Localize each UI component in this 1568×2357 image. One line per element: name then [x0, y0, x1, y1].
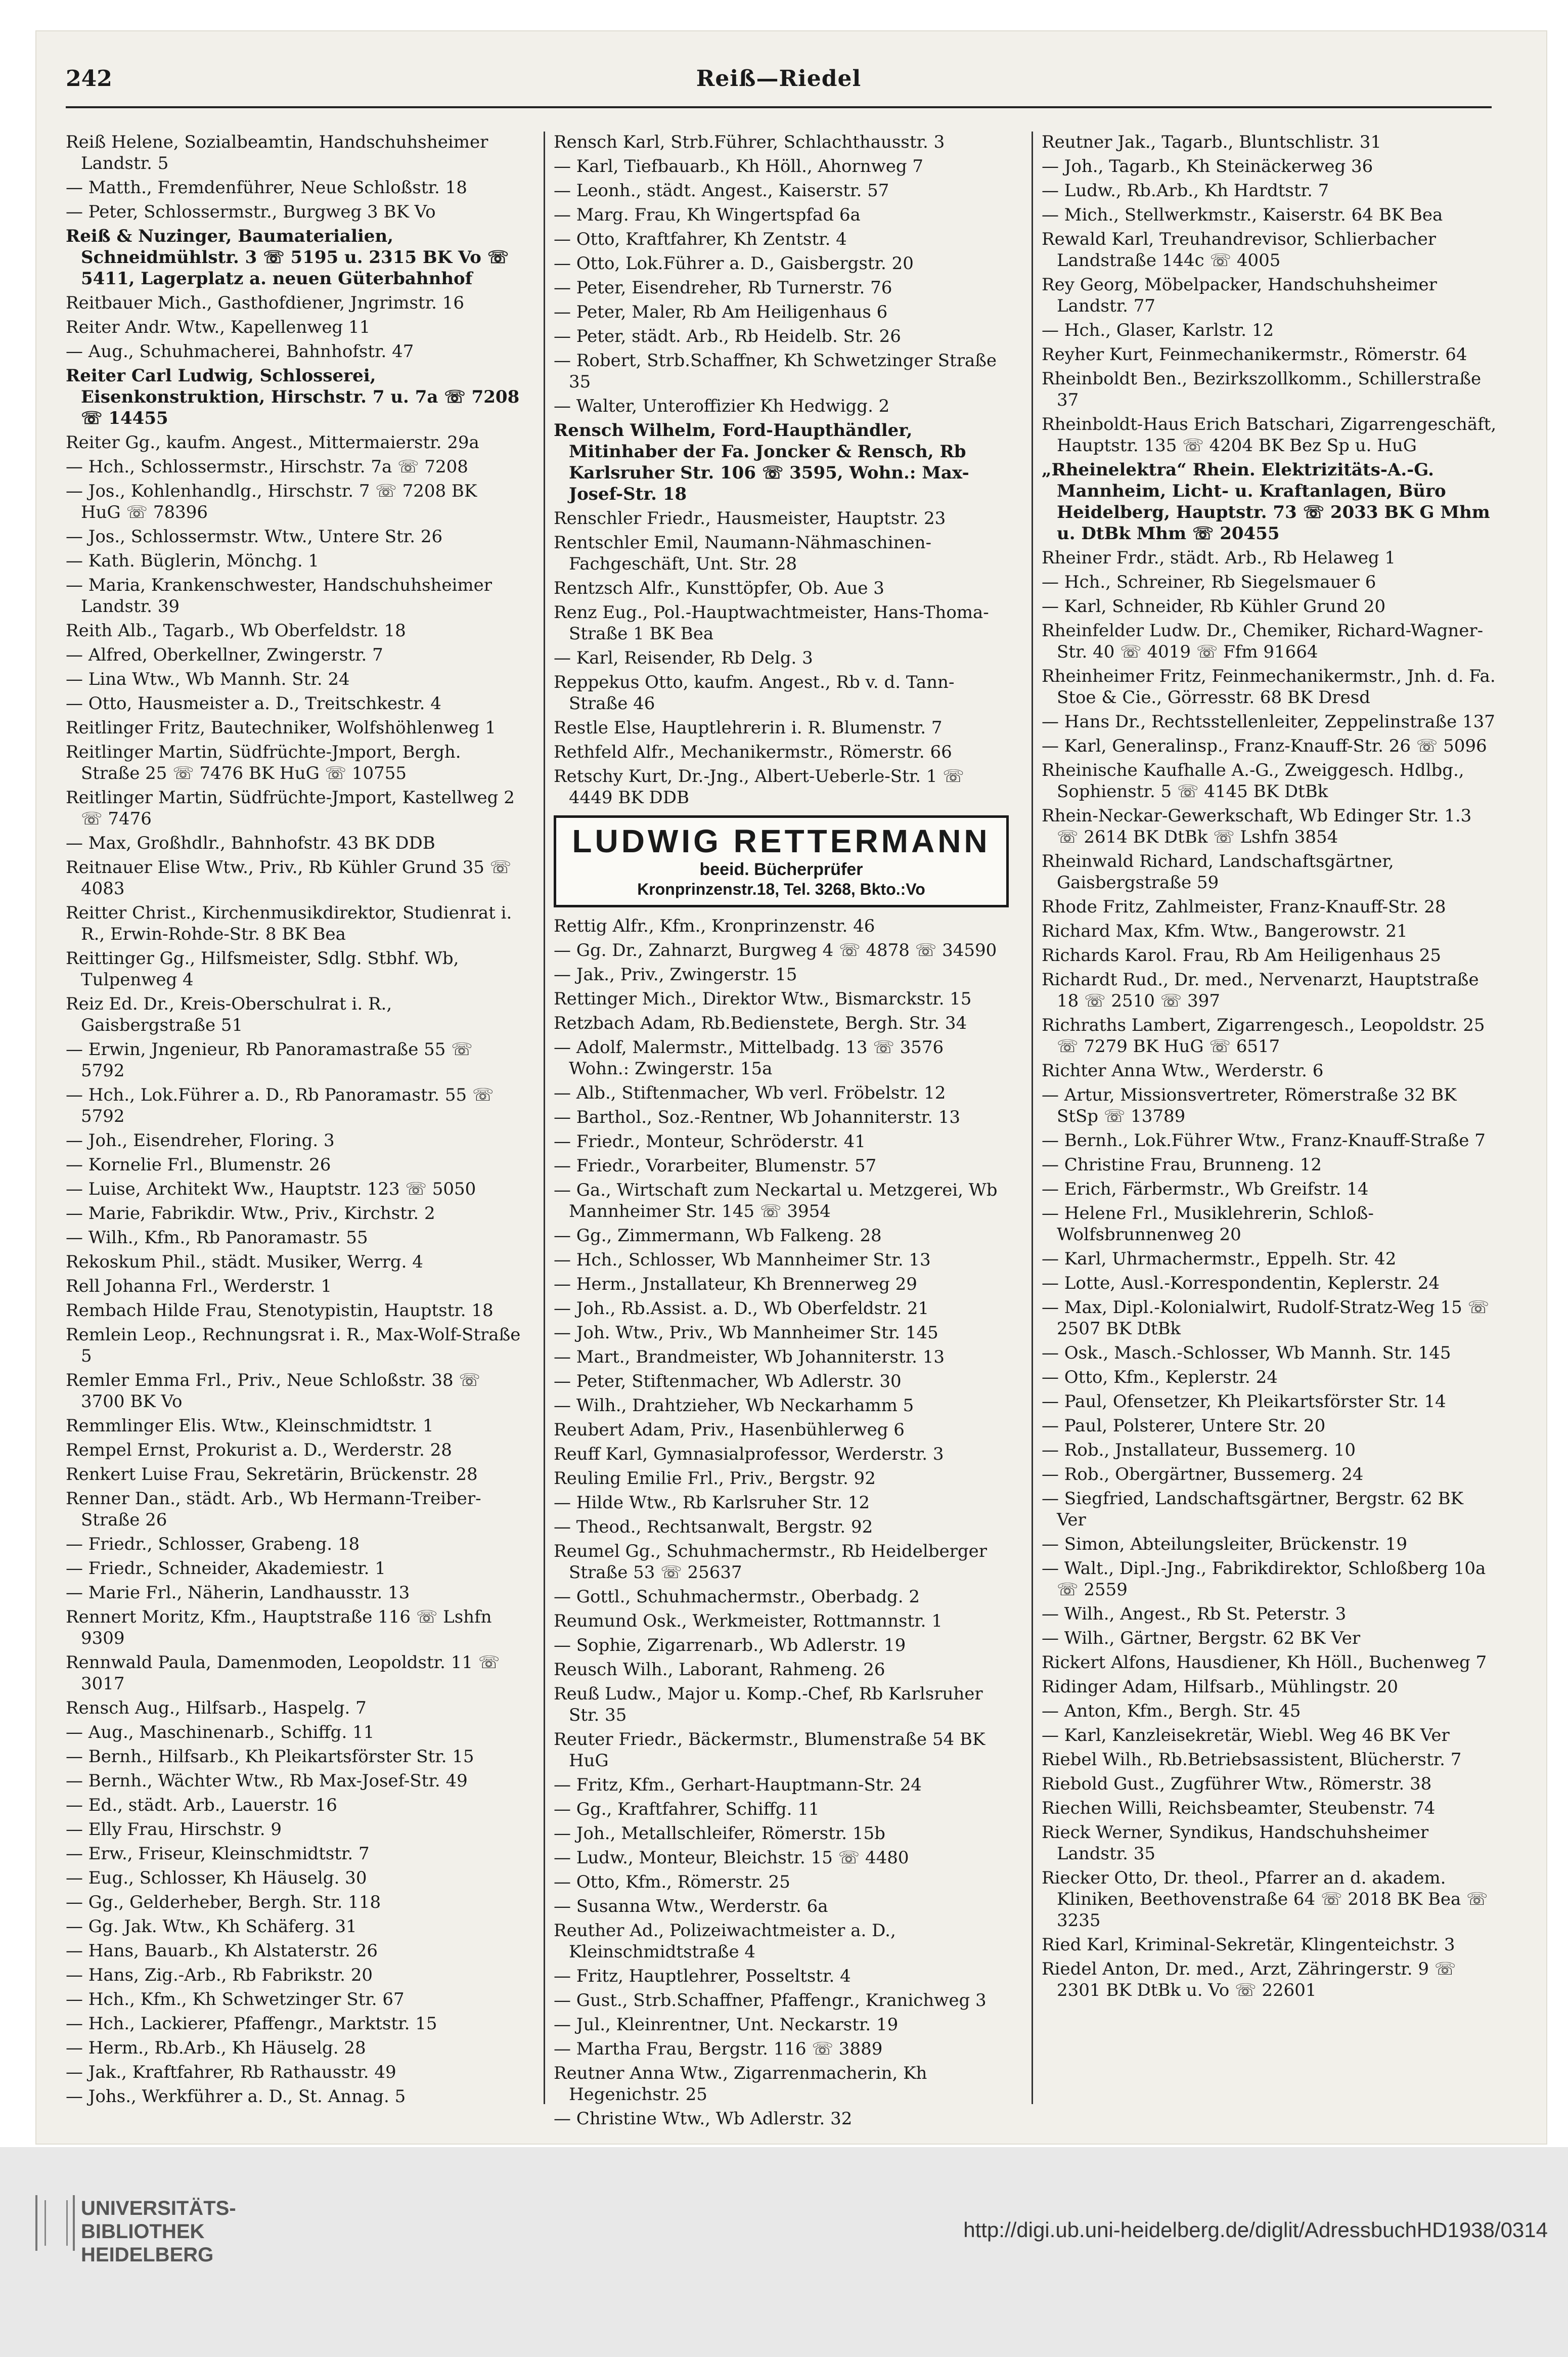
directory-entry: — Wilh., Drahtzieher, Wb Neckarhamm 5 — [554, 1395, 914, 1416]
directory-entry: — Hch., Kfm., Kh Schwetzinger Str. 67 — [66, 1989, 405, 2010]
directory-entry: Ridinger Adam, Hilfsarb., Mühlingstr. 20 — [1042, 1677, 1399, 1697]
directory-entry: — Lotte, Ausl.-Korrespondentin, Keplerstr. 24 — [1042, 1273, 1440, 1293]
directory-entry: Rennert Moritz, Kfm., Hauptstraße 116 ☏ Lshfn 9309 — [66, 1607, 492, 1648]
directory-entry: Reuß Ludw., Major u. Komp.-Chef, Rb Karlsruher Str. 35 — [554, 1684, 983, 1725]
directory-entry: Remmlinger Elis. Wtw., Kleinschmidtstr. 1 — [66, 1416, 434, 1436]
directory-entry: — Jak., Priv., Zwingerstr. 15 — [554, 965, 797, 985]
directory-entry: Rell Johanna Frl., Werderstr. 1 — [66, 1276, 332, 1296]
directory-entry: — Karl, Kanzleisekretär, Wiebl. Weg 46 BK Ver — [1042, 1725, 1450, 1745]
column-1 — [66, 132, 521, 2129]
directory-entry: — Sophie, Zigarrenarb., Wb Adlerstr. 19 — [554, 1635, 906, 1655]
directory-entry: — Paul, Ofensetzer, Kh Pleikartsförster Str. 14 — [1042, 1391, 1446, 1412]
directory-entry: — Karl, Tiefbauarb., Kh Höll., Ahornweg 7 — [554, 156, 924, 177]
directory-entry: Rheinwald Richard, Landschaftsgärtner, Gaisbergstraße 59 — [1042, 851, 1394, 893]
directory-entry: — Kath. Büglerin, Mönchg. 1 — [66, 551, 320, 571]
directory-entry: — Hans Dr., Rechtsstellenleiter, Zeppelinstraße 137 — [1042, 712, 1495, 732]
directory-entry: — Joh., Eisendreher, Floring. 3 — [66, 1130, 335, 1151]
directory-entry: — Friedr., Schlosser, Grabeng. 18 — [66, 1534, 360, 1554]
directory-entry: Reiß & Nuzinger, Baumaterialien, Schneidmühlstr. 3 ☏ 5195 u. 2315 BK Vo ☏ 5411, Lagerplatz a. neuen Güterbahnhof — [66, 226, 509, 289]
directory-entry: — Fritz, Hauptlehrer, Posseltstr. 4 — [554, 1966, 851, 1986]
directory-entry: — Otto, Kfm., Keplerstr. 24 — [1042, 1367, 1278, 1387]
directory-entry: — Herm., Rb.Arb., Kh Häuselg. 28 — [66, 2038, 366, 2058]
directory-entry: Riebold Gust., Zugführer Wtw., Römerstr. 38 — [1042, 1774, 1432, 1794]
page-number: 242 — [66, 66, 112, 92]
digitization-footer — [0, 2147, 1568, 2357]
directory-entry: — Paul, Polsterer, Untere Str. 20 — [1042, 1416, 1326, 1436]
directory-entry: Reiter Gg., kaufm. Angest., Mittermaierstr. 29a — [66, 432, 479, 453]
directory-entry: Reuff Karl, Gymnasialprofessor, Werderstr. 3 — [554, 1444, 944, 1464]
directory-entry: Remler Emma Frl., Priv., Neue Schloßstr. 38 ☏ 3700 BK Vo — [66, 1370, 480, 1412]
directory-entry: Renz Eug., Pol.-Hauptwachtmeister, Hans-Thoma-Straße 1 BK Bea — [554, 602, 989, 644]
directory-entry: — Joh. Wtw., Priv., Wb Mannheimer Str. 145 — [554, 1323, 938, 1343]
directory-entry: — Friedr., Vorarbeiter, Blumenstr. 57 — [554, 1156, 877, 1176]
directory-entry: — Martha Frau, Bergstr. 116 ☏ 3889 — [554, 2039, 883, 2059]
library-logo-icon — [35, 2195, 75, 2251]
directory-entry: Rempel Ernst, Prokurist a. D., Werderstr. 28 — [66, 1440, 452, 1460]
directory-entry: — Joh., Tagarb., Kh Steinäckerweg 36 — [1042, 156, 1373, 177]
directory-entry: Rheinboldt Ben., Bezirkszollkomm., Schillerstraße 37 — [1042, 369, 1482, 410]
directory-entry: „Rheinelektra“ Rhein. Elektrizitäts-A.-G. Mannheim, Licht- u. Kraftanlagen, Büro Heidelberg, Hauptstr. 73 ☏ 2033 BK G Mhm u. DtBk Mhm ☏ 20455 — [1042, 460, 1490, 544]
directory-entry: — Erich, Färbermstr., Wb Greifstr. 14 — [1042, 1179, 1369, 1199]
directory-entry: Rheinische Kaufhalle A.-G., Zweiggesch. Hdlbg., Sophienstr. 5 ☏ 4145 BK DtBk — [1042, 760, 1464, 802]
directory-entry: — Hch., Lok.Führer a. D., Rb Panoramastr. 55 ☏ 5792 — [66, 1085, 494, 1126]
directory-entry: — Ga., Wirtschaft zum Neckartal u. Metzgerei, Wb Mannheimer Str. 145 ☏ 3954 — [554, 1180, 998, 1221]
directory-entry: — Helene Frl., Musiklehrerin, Schloß-Wolfsbrunnenweg 20 — [1042, 1203, 1374, 1245]
directory-entry: Rensch Wilhelm, Ford-Haupthändler, Mitinhaber der Fa. Joncker & Rensch, Rb Karlsruher Str. 106 ☏ 3595, Wohn.: Max-Josef-Str. 18 — [554, 420, 969, 504]
column-3 — [1042, 132, 1497, 2129]
directory-entry: — Karl, Generalinsp., Franz-Knauff-Str. 26 ☏ 5096 — [1042, 736, 1487, 756]
directory-entry: — Adolf, Malermstr., Mittelbadg. 13 ☏ 3576 Wohn.: Zwingerstr. 15a — [554, 1037, 944, 1079]
directory-entry: Reumund Osk., Werkmeister, Rottmannstr. 1 — [554, 1611, 943, 1631]
directory-entry: Renschler Friedr., Hausmeister, Hauptstr. 23 — [554, 508, 946, 529]
directory-entry: Rensch Karl, Strb.Führer, Schlachthausstr. 3 — [554, 132, 945, 152]
directory-entry: — Osk., Masch.-Schlosser, Wb Mannh. Str. 145 — [1042, 1343, 1451, 1363]
directory-entry: Rickert Alfons, Hausdiener, Kh Höll., Buchenweg 7 — [1042, 1652, 1487, 1673]
directory-entry: — Siegfried, Landschaftsgärtner, Bergstr. 62 BK Ver — [1042, 1489, 1463, 1530]
directory-entry: — Bernh., Wächter Wtw., Rb Max-Josef-Str. 49 — [66, 1771, 468, 1791]
directory-entry: Rentzsch Alfr., Kunsttöpfer, Ob. Aue 3 — [554, 578, 884, 598]
directory-entry: Reumel Gg., Schuhmachermstr., Rb Heidelberger Straße 53 ☏ 25637 — [554, 1541, 988, 1583]
directory-entry: — Bernh., Hilfsarb., Kh Pleikartsförster Str. 15 — [66, 1747, 474, 1767]
directory-entry: Reubert Adam, Priv., Hasenbühlerweg 6 — [554, 1420, 905, 1440]
directory-entry: Reitnauer Elise Wtw., Priv., Rb Kühler Grund 35 ☏ 4083 — [66, 857, 512, 899]
directory-entry: — Jak., Kraftfahrer, Rb Rathausstr. 49 — [66, 2062, 396, 2082]
directory-entry: Reitter Christ., Kirchenmusikdirektor, Studienrat i. R., Erwin-Rohde-Str. 8 BK Bea — [66, 903, 512, 944]
directory-entry: — Wilh., Kfm., Rb Panoramastr. 55 — [66, 1228, 368, 1248]
directory-entry: Reitlinger Martin, Südfrüchte-Jmport, Kastellweg 2 ☏ 7476 — [66, 788, 515, 829]
column-separator — [544, 132, 545, 2104]
directory-entry: — Friedr., Schneider, Akademiestr. 1 — [66, 1558, 386, 1579]
running-head: Reiß—Riedel — [696, 66, 862, 92]
directory-entry: — Otto, Kfm., Römerstr. 25 — [554, 1872, 790, 1892]
directory-entry: — Walt., Dipl.-Jng., Fabrikdirektor, Schloßberg 10a ☏ 2559 — [1042, 1558, 1486, 1600]
directory-entry: — Gg. Jak. Wtw., Kh Schäferg. 31 — [66, 1916, 357, 1937]
directory-entry: — Peter, Eisendreher, Rb Turnerstr. 76 — [554, 278, 892, 298]
directory-entry: — Max, Dipl.-Kolonialwirt, Rudolf-Stratz-Weg 15 ☏ 2507 BK DtBk — [1042, 1297, 1490, 1339]
directory-entry: — Rob., Jnstallateur, Bussemerg. 10 — [1042, 1440, 1356, 1460]
directory-entry: — Gg., Gelderheber, Bergh. Str. 118 — [66, 1892, 381, 1912]
directory-entry: — Karl, Uhrmachermstr., Eppelh. Str. 42 — [1042, 1249, 1397, 1269]
directory-entry: — Karl, Reisender, Rb Delg. 3 — [554, 648, 813, 668]
directory-entry: Retzbach Adam, Rb.Bedienstete, Bergh. Str. 34 — [554, 1013, 967, 1033]
directory-entry: Richardt Rud., Dr. med., Nervenarzt, Hauptstraße 18 ☏ 2510 ☏ 397 — [1042, 970, 1479, 1011]
directory-entry: — Peter, Stiftenmacher, Wb Adlerstr. 30 — [554, 1371, 902, 1391]
directory-entry: — Theod., Rechtsanwalt, Bergstr. 92 — [554, 1517, 873, 1537]
directory-entry: Rettinger Mich., Direktor Wtw., Bismarckstr. 15 — [554, 989, 972, 1009]
column-2-bottom — [554, 915, 1009, 2129]
directory-entry: — Gottl., Schuhmachermstr., Oberbadg. 2 — [554, 1587, 920, 1607]
directory-entry: — Gg., Kraftfahrer, Schiffg. 11 — [554, 1799, 820, 1819]
directory-entry: — Hilde Wtw., Rb Karlsruher Str. 12 — [554, 1493, 870, 1513]
directory-entry: — Jos., Schlossermstr. Wtw., Untere Str. 26 — [66, 527, 443, 547]
directory-entry: — Joh., Metallschleifer, Römerstr. 15b — [554, 1823, 885, 1844]
directory-entry: Rheinboldt-Haus Erich Batschari, Zigarrengeschäft, Hauptstr. 135 ☏ 4204 BK Bez Sp u. HuG — [1042, 414, 1497, 456]
directory-entry: — Hch., Glaser, Karlstr. 12 — [1042, 320, 1274, 340]
library-name-line: UNIVERSITÄTS- — [81, 2197, 236, 2219]
directory-entry: Richter Anna Wtw., Werderstr. 6 — [1042, 1061, 1324, 1081]
page-header — [66, 61, 1492, 101]
directory-entry: — Hans, Zig.-Arb., Rb Fabrikstr. 20 — [66, 1965, 373, 1985]
directory-entry: — Aug., Schuhmacherei, Bahnhofstr. 47 — [66, 341, 414, 362]
directory-entry: Rethfeld Alfr., Mechanikermstr., Römerstr. 66 — [554, 742, 952, 762]
directory-entry: — Hans, Bauarb., Kh Alstaterstr. 26 — [66, 1941, 378, 1961]
directory-entry: — Marg. Frau, Kh Wingertspfad 6a — [554, 205, 861, 225]
ad-address: Kronprinzenstr.18, Tel. 3268, Bkto.:Vo — [637, 880, 925, 898]
directory-entry: — Maria, Krankenschwester, Handschuhsheimer Landstr. 39 — [66, 575, 492, 617]
directory-entry: — Wilh., Angest., Rb St. Peterstr. 3 — [1042, 1604, 1347, 1624]
ad-name: LUDWIG RETTERMANN — [572, 823, 991, 859]
directory-entry: Reitbauer Mich., Gasthofdiener, Jngrimstr. 16 — [66, 293, 464, 313]
directory-entry: Restle Else, Hauptlehrerin i. R. Blumenstr. 7 — [554, 718, 943, 738]
directory-entry: Rekoskum Phil., städt. Musiker, Werrg. 4 — [66, 1252, 423, 1272]
directory-entry: Riechen Willi, Reichsbeamter, Steubenstr. 74 — [1042, 1798, 1436, 1818]
directory-entry: — Karl, Schneider, Rb Kühler Grund 20 — [1042, 596, 1386, 617]
directory-entry: — Ludw., Monteur, Bleichstr. 15 ☏ 4480 — [554, 1848, 909, 1868]
scanned-page — [35, 30, 1547, 2145]
directory-entry: — Elly Frau, Hirschstr. 9 — [66, 1819, 282, 1840]
directory-entry: — Walter, Unteroffizier Kh Hedwigg. 2 — [554, 396, 890, 416]
directory-entry: — Susanna Wtw., Werderstr. 6a — [554, 1896, 828, 1916]
directory-entry: — Mart., Brandmeister, Wb Johanniterstr. 13 — [554, 1347, 945, 1367]
library-name-line: HEIDELBERG — [81, 2244, 214, 2266]
directory-entry: Riebel Wilh., Rb.Betriebsassistent, Blücherstr. 7 — [1042, 1750, 1462, 1770]
directory-entry: — Johs., Werkführer a. D., St. Annag. 5 — [66, 2086, 406, 2107]
directory-entry: — Max, Großhdlr., Bahnhofstr. 43 BK DDB — [66, 833, 435, 853]
directory-entry: — Alb., Stiftenmacher, Wb verl. Fröbelstr. 12 — [554, 1083, 946, 1103]
directory-entry: — Otto, Kraftfahrer, Kh Zentstr. 4 — [554, 229, 847, 249]
directory-entry: — Barthol., Soz.-Rentner, Wb Johanniterstr. 13 — [554, 1107, 961, 1127]
directory-entry: Reiz Ed. Dr., Kreis-Oberschulrat i. R., Gaisbergstraße 51 — [66, 994, 392, 1035]
directory-entry: Reiter Carl Ludwig, Schlosserei, Eisenkonstruktion, Hirschstr. 7 u. 7a ☏ 7208 ☏ 14455 — [66, 366, 520, 428]
directory-entry: — Peter, Schlossermstr., Burgweg 3 BK Vo — [66, 202, 436, 222]
source-url-link[interactable]: http://digi.ub.uni-heidelberg.de/diglit/AdressbuchHD1938/0314 — [963, 2218, 1548, 2242]
directory-entry: Rembach Hilde Frau, Stenotypistin, Hauptstr. 18 — [66, 1300, 494, 1321]
directory-entry: Rhein-Neckar-Gewerkschaft, Wb Edinger Str. 1.3 ☏ 2614 BK DtBk ☏ Lshfn 3854 — [1042, 806, 1472, 847]
directory-entry: Ried Karl, Kriminal-Sekretär, Klingenteichstr. 3 — [1042, 1935, 1455, 1955]
directory-entry: — Gg. Dr., Zahnarzt, Burgweg 4 ☏ 4878 ☏ 34590 — [554, 940, 997, 961]
directory-entry: Rheinheimer Fritz, Feinmechanikermstr., Jnh. d. Fa. Stoe & Cie., Görresstr. 68 BK Dresd — [1042, 666, 1496, 708]
library-name — [81, 2197, 236, 2266]
directory-entry: Remlein Leop., Rechnungsrat i. R., Max-Wolf-Straße 5 — [66, 1325, 521, 1366]
directory-entry: — Kornelie Frl., Blumenstr. 26 — [66, 1155, 331, 1175]
directory-entry: — Gg., Zimmermann, Wb Falkeng. 28 — [554, 1226, 882, 1246]
ad-subtitle: beeid. Bücherprüfer — [699, 860, 863, 879]
directory-entry: Reutner Anna Wtw., Zigarrenmacherin, Kh Hegenichstr. 25 — [554, 2063, 927, 2105]
directory-entry: Riedel Anton, Dr. med., Arzt, Zähringerstr. 9 ☏ 2301 BK DtBk u. Vo ☏ 22601 — [1042, 1959, 1456, 2000]
directory-entry: Reiß Helene, Sozialbeamtin, Handschuhsheimer Landstr. 5 — [66, 132, 488, 173]
directory-entry: Reith Alb., Tagarb., Wb Oberfeldstr. 18 — [66, 621, 406, 641]
directory-entry: Rewald Karl, Treuhandrevisor, Schlierbacher Landstraße 144c ☏ 4005 — [1042, 229, 1436, 271]
directory-entry: — Marie, Fabrikdir. Wtw., Priv., Kirchstr. 2 — [66, 1203, 435, 1224]
directory-entry: — Marie Frl., Näherin, Landhausstr. 13 — [66, 1583, 410, 1603]
directory-entry: — Ed., städt. Arb., Lauerstr. 16 — [66, 1795, 337, 1815]
directory-entry: Reittinger Gg., Hilfsmeister, Sdlg. Stbhf. Wb, Tulpenweg 4 — [66, 948, 459, 990]
directory-entry: Reitlinger Fritz, Bautechniker, Wolfshöhlenweg 1 — [66, 718, 496, 738]
directory-entry: Richard Max, Kfm. Wtw., Bangerowstr. 21 — [1042, 921, 1408, 941]
directory-entry: — Hch., Schlossermstr., Hirschstr. 7a ☏ 7208 — [66, 457, 468, 477]
directory-entry: — Lina Wtw., Wb Mannh. Str. 24 — [66, 669, 350, 689]
directory-entry: — Simon, Abteilungsleiter, Brückenstr. 19 — [1042, 1534, 1408, 1554]
directory-entry: — Peter, Maler, Rb Am Heiligenhaus 6 — [554, 302, 888, 322]
directory-entry: Rhode Fritz, Zahlmeister, Franz-Knauff-Str. 28 — [1042, 897, 1446, 917]
advertisement-box — [554, 815, 1009, 907]
directory-entry: — Hch., Lackierer, Pfaffengr., Marktstr. 15 — [66, 2014, 437, 2034]
directory-entry: Rey Georg, Möbelpacker, Handschuhsheimer Landstr. 77 — [1042, 275, 1437, 316]
directory-entry: Reuter Friedr., Bäckermstr., Blumenstraße 54 BK HuG — [554, 1729, 985, 1771]
directory-entry: Renner Dan., städt. Arb., Wb Hermann-Treiber-Straße 26 — [66, 1489, 481, 1530]
directory-entry: — Wilh., Gärtner, Bergstr. 62 BK Ver — [1042, 1628, 1361, 1648]
directory-entry: Reuling Emilie Frl., Priv., Bergstr. 92 — [554, 1468, 876, 1489]
directory-entry: — Otto, Lok.Führer a. D., Gaisbergstr. 20 — [554, 253, 914, 274]
directory-entry: Rettig Alfr., Kfm., Kronprinzenstr. 46 — [554, 916, 875, 936]
directory-entry: — Erw., Friseur, Kleinschmidtstr. 7 — [66, 1844, 370, 1864]
directory-entry: Reutner Jak., Tagarb., Bluntschlistr. 31 — [1042, 132, 1382, 152]
directory-entry: Riecker Otto, Dr. theol., Pfarrer an d. akadem. Kliniken, Beethovenstraße 64 ☏ 2018 BK Bea ☏ 3235 — [1042, 1868, 1488, 1931]
directory-entry: Rennwald Paula, Damenmoden, Leopoldstr. 11 ☏ 3017 — [66, 1652, 500, 1694]
header-rule — [66, 106, 1492, 108]
directory-entry: Reusch Wilh., Laborant, Rahmeng. 26 — [554, 1660, 885, 1680]
directory-entry: Renkert Luise Frau, Sekretärin, Brückenstr. 28 — [66, 1464, 478, 1485]
directory-entry: — Aug., Maschinenarb., Schiffg. 11 — [66, 1722, 375, 1742]
directory-entry: Richraths Lambert, Zigarrengesch., Leopoldstr. 25 ☏ 7279 BK HuG ☏ 6517 — [1042, 1015, 1485, 1057]
column-separator — [1032, 132, 1033, 2104]
directory-entry: — Herm., Jnstallateur, Kh Brennerweg 29 — [554, 1274, 917, 1294]
directory-entry: — Jul., Kleinrentner, Unt. Neckarstr. 19 — [554, 2015, 899, 2035]
directory-entry: — Alfred, Oberkellner, Zwingerstr. 7 — [66, 645, 383, 665]
directory-entry: — Otto, Hausmeister a. D., Treitschkestr. 4 — [66, 693, 441, 714]
directory-entry: Rentschler Emil, Naumann-Nähmaschinen-Fachgeschäft, Unt. Str. 28 — [554, 533, 931, 574]
directory-entry: Retschy Kurt, Dr.-Jng., Albert-Ueberle-Str. 1 ☏ 4449 BK DDB — [554, 766, 964, 808]
directory-entry: — Friedr., Monteur, Schröderstr. 41 — [554, 1131, 866, 1152]
directory-entry: — Joh., Rb.Assist. a. D., Wb Oberfeldstr. 21 — [554, 1298, 929, 1319]
directory-entry: — Ludw., Rb.Arb., Kh Hardtstr. 7 — [1042, 181, 1329, 201]
directory-entry: Reyher Kurt, Feinmechanikermstr., Römerstr. 64 — [1042, 344, 1467, 365]
directory-entry: — Hch., Schreiner, Rb Siegelsmauer 6 — [1042, 572, 1376, 592]
directory-entry: — Jos., Kohlenhandlg., Hirschstr. 7 ☏ 7208 BK HuG ☏ 78396 — [66, 481, 477, 522]
directory-entry: — Robert, Strb.Schaffner, Kh Schwetzinger Straße 35 — [554, 351, 997, 392]
directory-entry: Reuther Ad., Polizeiwachtmeister a. D., Kleinschmidtstraße 4 — [554, 1920, 896, 1962]
directory-entry: — Luise, Architekt Ww., Hauptstr. 123 ☏ 5050 — [66, 1179, 476, 1199]
directory-entry: Reppekus Otto, kaufm. Angest., Rb v. d. Tann-Straße 46 — [554, 672, 955, 714]
directory-entry: Richards Karol. Frau, Rb Am Heiligenhaus 25 — [1042, 945, 1442, 966]
directory-entry: Rheiner Frdr., städt. Arb., Rb Helaweg 1 — [1042, 548, 1396, 568]
directory-entry: — Anton, Kfm., Bergh. Str. 45 — [1042, 1701, 1301, 1721]
column-2-top — [554, 132, 1009, 808]
directory-entry: Rheinfelder Ludw. Dr., Chemiker, Richard-Wagner-Str. 40 ☏ 4019 ☏ Ffm 91664 — [1042, 621, 1484, 662]
directory-entry: — Hch., Schlosser, Wb Mannheimer Str. 13 — [554, 1250, 931, 1270]
directory-entry: Reitlinger Martin, Südfrüchte-Jmport, Bergh. Straße 25 ☏ 7476 BK HuG ☏ 10755 — [66, 742, 461, 783]
directory-entry: — Mich., Stellwerkmstr., Kaiserstr. 64 BK Bea — [1042, 205, 1443, 225]
directory-entry: — Fritz, Kfm., Gerhart-Hauptmann-Str. 24 — [554, 1775, 922, 1795]
directory-entry: — Matth., Fremdenführer, Neue Schloßstr. 18 — [66, 178, 467, 198]
directory-entry: Rieck Werner, Syndikus, Handschuhsheimer Landstr. 35 — [1042, 1822, 1429, 1864]
directory-entry: — Rob., Obergärtner, Bussemerg. 24 — [1042, 1464, 1364, 1485]
directory-entry: — Leonh., städt. Angest., Kaiserstr. 57 — [554, 181, 889, 201]
directory-entry: — Gust., Strb.Schaffner, Pfaffengr., Kranichweg 3 — [554, 1990, 987, 2011]
directory-entry: — Artur, Missionsvertreter, Römerstraße 32 BK StSp ☏ 13789 — [1042, 1085, 1457, 1126]
library-name-line: BIBLIOTHEK — [81, 2220, 205, 2243]
directory-entry: — Christine Frau, Brunneng. 12 — [1042, 1155, 1322, 1175]
directory-entry: — Erwin, Jngenieur, Rb Panoramastraße 55 ☏ 5792 — [66, 1039, 473, 1081]
column-2 — [554, 132, 1009, 2129]
directory-entry: Reiter Andr. Wtw., Kapellenweg 11 — [66, 317, 371, 337]
directory-entry: — Bernh., Lok.Führer Wtw., Franz-Knauff-Straße 7 — [1042, 1130, 1486, 1151]
directory-entry: — Christine Wtw., Wb Adlerstr. 32 — [554, 2109, 853, 2129]
directory-entry: — Peter, städt. Arb., Rb Heidelb. Str. 26 — [554, 326, 901, 346]
directory-entry: Rensch Aug., Hilfsarb., Haspelg. 7 — [66, 1698, 367, 1718]
directory-entry: — Eug., Schlosser, Kh Häuselg. 30 — [66, 1868, 367, 1888]
